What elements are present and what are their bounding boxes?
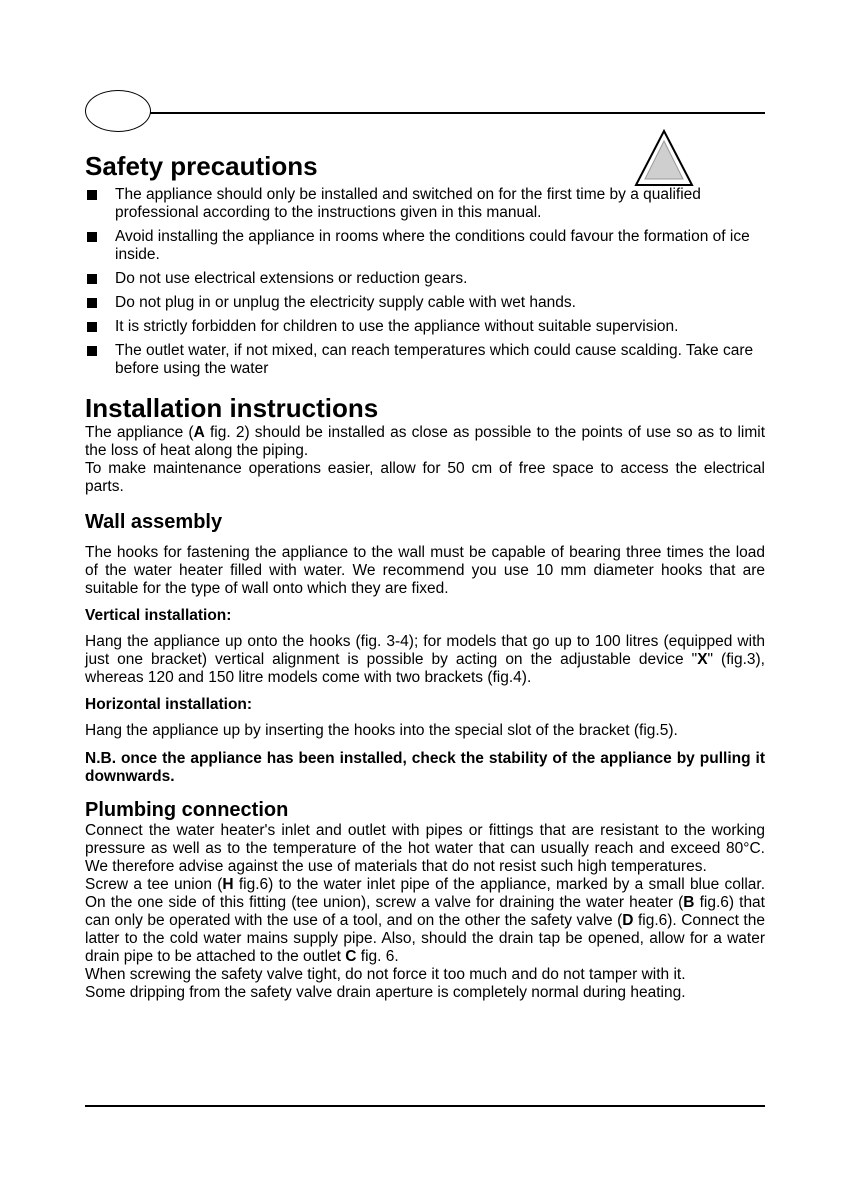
- plumbing-paragraph-1: Connect the water heater's inlet and outlet with pipes or fittings that are resistant to the working pressure as well as to the temperature of the hot water that can usually reach and exceed 80°C. We therefore advise against the use of materials that do not resist such high temperatures.: [85, 822, 765, 875]
- list-item: It is strictly forbidden for children to use the appliance without suitable supervision.: [85, 318, 765, 336]
- page-number-oval: [85, 90, 151, 132]
- list-item: Do not use electrical extensions or reduction gears.: [85, 270, 765, 288]
- bullet-icon: [87, 274, 97, 284]
- list-item: The appliance should only be installed and switched on for the first time by a qualified professional according to the instructions given in this manual.: [85, 186, 765, 222]
- installation-title: Installation instructions: [85, 393, 379, 423]
- safety-title: Safety precautions: [85, 151, 318, 181]
- list-item: The outlet water, if not mixed, can reach temperatures which could cause scalding. Take care before using the water: [85, 342, 765, 378]
- installation-paragraph-1: The appliance (A fig. 2) should be installed as close as possible to the points of use so as to limit the loss of heat along the piping.: [85, 424, 765, 459]
- horizontal-paragraph: Hang the appliance up by inserting the hooks into the special slot of the bracket (fig.5).: [85, 722, 678, 739]
- list-item: Do not plug in or unplug the electricity supply cable with wet hands.: [85, 294, 765, 312]
- plumbing-paragraph-4: Some dripping from the safety valve drain aperture is completely normal during heating.: [85, 984, 686, 1001]
- footer-rule: [85, 1105, 765, 1107]
- plumbing-paragraph-2: Screw a tee union (H fig.6) to the water inlet pipe of the appliance, marked by a small blue collar. On the one side of this fitting (tee union), screw a valve for draining the water heater (B fig.6) that can only be operated with the use of a tool, and on the other the safety valve (D fig.6). Connect the latter to the cold water mains supply pipe. Also, should the drain tap be opened, allow for a water drain pipe to be attached to the outlet C fig. 6.: [85, 876, 766, 965]
- wall-assembly-title: Wall assembly: [85, 511, 223, 533]
- plumbing-paragraph-3: When screwing the safety valve tight, do not force it too much and do not tamper with it.: [85, 966, 686, 983]
- wall-paragraph: The hooks for fastening the appliance to the wall must be capable of bearing three times the load of the water heater filled with water. We recommend you use 10 mm diameter hooks that are suitable for the type of wall onto which they are fixed.: [85, 544, 765, 597]
- bullet-icon: [87, 322, 97, 332]
- installation-paragraph-2: To make maintenance operations easier, allow for 50 cm of free space to access the electrical parts.: [85, 460, 765, 495]
- header-rule: [150, 112, 765, 114]
- page-content: [85, 150, 765, 1002]
- bullet-icon: [87, 298, 97, 308]
- bullet-icon: [87, 346, 97, 356]
- plumbing-title: Plumbing connection: [85, 799, 289, 821]
- bullet-icon: [87, 190, 97, 200]
- vertical-paragraph: Hang the appliance up onto the hooks (fig. 3-4); for models that go up to 100 litres (equipped with just one bracket) vertical alignment is possible by acting on the adjustable device "X" (fig.3), whereas 120 and 150 litre models come with two brackets (fig.4).: [85, 633, 765, 686]
- safety-list: [85, 186, 765, 378]
- vertical-installation-title: Vertical installation:: [85, 607, 232, 624]
- list-item: Avoid installing the appliance in rooms where the conditions could favour the formation of ice inside.: [85, 228, 765, 264]
- bullet-icon: [87, 232, 97, 242]
- nb-note: N.B. once the appliance has been installed, check the stability of the appliance by pulling it downwards.: [85, 750, 765, 785]
- horizontal-installation-title: Horizontal installation:: [85, 696, 253, 713]
